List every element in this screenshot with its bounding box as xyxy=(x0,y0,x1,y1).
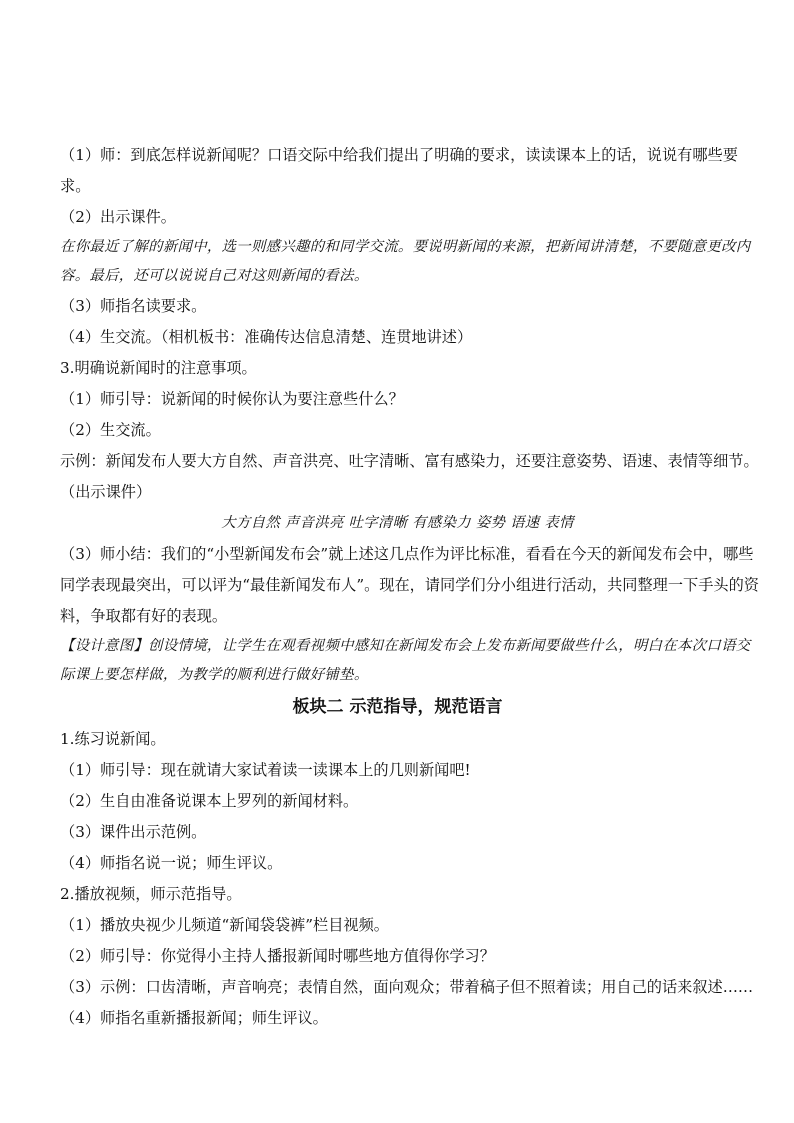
paragraph: （2）生自由准备说课本上罗列的新闻材料。 xyxy=(60,792,359,810)
document-body xyxy=(30,140,765,1034)
paragraph: （2）出示课件。 xyxy=(60,208,176,226)
paragraph: （1）师引导：现在就请大家试着读一读课本上的几则新闻吧! xyxy=(60,761,471,779)
paragraph: （4）生交流。（相机板书：准确传达信息清楚、连贯地讲述） xyxy=(60,328,473,346)
design-intent-paragraph xyxy=(30,632,765,690)
courseware-quote: 在你最近了解的新闻中，选一则感兴趣的和同学交流。要说明新闻的来源，把新闻讲清楚，不要随意更改内容。最后，还可以说说自己对这则新闻的看法。 xyxy=(60,239,751,284)
paragraph: （3）示例：口齿清晰，声音响亮；表情自然，面向观众；带着稿子但不照着读；用自己的话来叙述…… xyxy=(60,978,754,996)
paragraph: 1.练习说新闻。 xyxy=(60,730,166,748)
paragraph: （3）师小结：我们的“小型新闻发布会”就上述这几点作为评比标准，看看在今天的新闻发布会中，哪些同学表现最突出，可以评为“最佳新闻发布人”。现在，请同学们分小组进行活动，共同整理一下手头的资料，争取都有好的表现。 xyxy=(60,545,759,625)
paragraph: 3.明确说新闻时的注意事项。 xyxy=(60,359,257,377)
section-heading: 板块二 示范指导，规范语言 xyxy=(292,697,503,717)
paragraph: （3）课件出示范例。 xyxy=(60,823,207,841)
paragraph: （2）师引导：你觉得小主持人播报新闻时哪些地方值得你学习？ xyxy=(60,947,495,965)
paragraph: （1）师引导：说新闻的时候你认为要注意些什么？ xyxy=(60,390,404,408)
design-intent-label: 【设计意图】 xyxy=(60,638,149,654)
courseware-keywords: 大方自然 声音洪亮 吐字清晰 有感染力 姿势 语速 表情 xyxy=(221,515,574,531)
paragraph: 2.播放视频，师示范指导。 xyxy=(60,885,242,903)
paragraph: （4）师指名说一说；师生评议。 xyxy=(60,854,283,872)
paragraph: （4）师指名重新播报新闻；师生评议。 xyxy=(60,1009,328,1027)
paragraph: （1）师：到底怎样说新闻呢？口语交际中给我们提出了明确的要求，读读课本上的话，说说有哪些要求。 xyxy=(60,146,738,195)
example-paragraph: 示例：新闻发布人要大方自然、声音洪亮、吐字清晰、富有感染力，还要注意姿势、语速、表情等细节。（出示课件） xyxy=(60,452,759,501)
design-intent-text: 创设情境，让学生在观看视频中感知在新闻发布会上发布新闻要做些什么，明白在本次口语交际课上要怎样做，为教学的顺利进行做好铺垫。 xyxy=(60,638,751,683)
paragraph: （2）生交流。 xyxy=(60,421,161,439)
paragraph: （3）师指名读要求。 xyxy=(60,297,207,315)
paragraph: （1）播放央视少儿频道“新闻袋袋裤”栏目视频。 xyxy=(60,916,389,934)
